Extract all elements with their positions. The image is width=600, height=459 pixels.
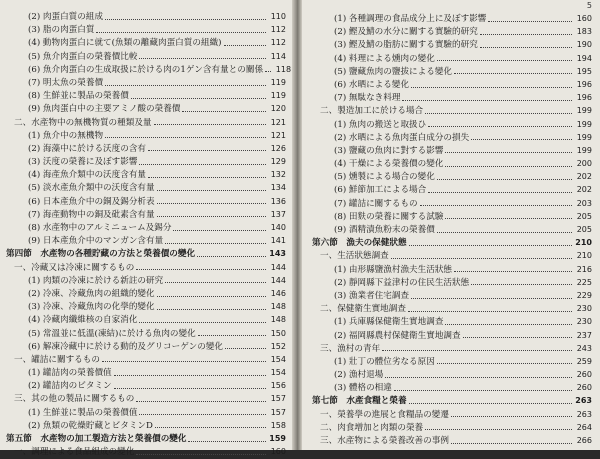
toc-entry-page: 143	[269, 249, 286, 259]
toc-entry-page: 158	[270, 420, 286, 430]
toc-entry-title: (2) 海藻中に於ける沃度の含有	[28, 143, 147, 154]
toc-leader-dots	[411, 86, 572, 88]
toc-leader-dots	[173, 229, 266, 231]
toc-entry	[312, 249, 592, 262]
toc-entry	[312, 381, 592, 394]
toc-entry-title: 第四節 水產物の各種貯藏の方法と榮養價の變化	[6, 249, 196, 260]
left-toc-list	[0, 10, 296, 458]
toc-leader-dots	[445, 165, 572, 167]
toc-entry-title: (2) 鰹及鯖の水分に關する實驗的研究	[334, 27, 478, 38]
toc-entry	[312, 197, 592, 210]
toc-entry-title: (4) 海產魚介類中の沃度含有量	[28, 170, 147, 181]
toc-leader-dots	[105, 18, 266, 20]
toc-entry-page: 114	[270, 51, 286, 61]
toc-entry-page: 205	[576, 225, 592, 234]
toc-leader-dots	[382, 349, 572, 351]
toc-entry-title: (3) 漁業者住宅調查	[334, 290, 410, 301]
toc-entry-title: (2) 漁村退場	[334, 370, 384, 381]
toc-entry	[6, 23, 286, 36]
toc-entry-page: 183	[576, 27, 592, 37]
toc-entry	[6, 168, 286, 181]
toc-entry-title: (1) 罐詰肉の榮養價值	[28, 368, 112, 379]
toc-leader-dots	[157, 189, 266, 191]
toc-entry-page: 112	[270, 38, 286, 48]
toc-entry	[6, 195, 286, 208]
toc-entry	[6, 155, 286, 168]
toc-entry-page: 144	[270, 275, 286, 285]
toc-leader-dots	[445, 323, 572, 325]
toc-entry	[6, 129, 286, 142]
toc-entry-page: 144	[270, 262, 286, 272]
toc-leader-dots	[437, 178, 572, 180]
toc-leader-dots	[409, 244, 572, 246]
toc-entry	[6, 76, 286, 89]
toc-leader-dots	[157, 308, 266, 310]
toc-entry	[6, 274, 286, 287]
toc-entry	[6, 327, 286, 340]
toc-entry-title: (9) 日本產魚介中のマンガン含有量	[28, 236, 164, 247]
toc-leader-dots	[136, 400, 266, 402]
toc-entry-title: (6) 水晒による變化	[334, 79, 410, 90]
toc-entry-title: (7) 海產動物中の銅及砒素含有量	[28, 209, 155, 220]
toc-entry-title: (1) 魚肉の搬送と取扱ひ	[334, 119, 427, 130]
toc-entry-title: (1) 兵庫縣保健衛生實地調查	[334, 317, 444, 328]
right-page-number: 5	[586, 1, 592, 10]
toc-entry-title: (5) 燻製による場合の變化	[334, 172, 435, 183]
toc-entry	[6, 208, 286, 221]
toc-leader-dots	[102, 360, 266, 362]
toc-entry	[6, 50, 286, 63]
toc-entry-page: 203	[576, 198, 592, 208]
toc-entry	[312, 263, 592, 276]
toc-entry-title: 二、水產物中の無機物質の種類及量	[14, 117, 152, 128]
toc-entry-title: (2) 魚類の乾燥貯藏とビタミンD	[28, 420, 153, 431]
toc-entry	[312, 368, 592, 381]
toc-entry-title: (5) 淡水產魚介類中の沃度含有量	[28, 183, 155, 194]
toc-entry-page: 205	[576, 211, 592, 221]
toc-entry-page: 157	[270, 407, 286, 417]
toc-entry	[6, 419, 286, 432]
toc-entry-title: (3) 鹽藏の魚肉に對する影響	[334, 145, 444, 156]
toc-entry-page: 202	[576, 172, 592, 182]
toc-leader-dots	[182, 110, 266, 112]
toc-entry	[312, 78, 592, 91]
toc-entry	[312, 315, 592, 328]
toc-entry-page: 136	[270, 196, 286, 206]
toc-leader-dots	[165, 242, 266, 244]
toc-leader-dots	[454, 270, 572, 272]
toc-entry	[6, 445, 286, 458]
toc-entry-page: 137	[270, 209, 286, 219]
toc-entry-page: 202	[576, 185, 592, 195]
toc-entry-title: 三、其の他の製品に關するもの	[14, 394, 135, 405]
toc-leader-dots	[157, 295, 266, 297]
toc-leader-dots	[428, 125, 572, 127]
toc-entry-title: 二、保健衛生實地調查	[320, 304, 406, 315]
toc-entry	[312, 157, 592, 170]
toc-entry-page: 195	[576, 66, 592, 76]
toc-entry	[6, 392, 286, 405]
toc-leader-dots	[451, 415, 572, 417]
toc-leader-dots	[471, 138, 572, 140]
toc-entry-page: 199	[576, 119, 592, 129]
toc-entry-page: 210	[575, 238, 592, 248]
toc-entry-title: (8) 水產物中のアルミニューム及錫分	[28, 223, 172, 233]
toc-leader-dots	[114, 387, 266, 389]
toc-entry-page: 263	[575, 396, 592, 406]
toc-entry-page: 148	[270, 315, 286, 325]
toc-entry-page: 230	[576, 304, 592, 314]
toc-entry	[312, 421, 592, 434]
toc-leader-dots	[224, 44, 267, 46]
toc-leader-dots	[488, 20, 572, 22]
toc-entry-page: 129	[270, 157, 286, 167]
right-page	[298, 0, 600, 450]
toc-entry	[6, 313, 286, 326]
toc-entry-title: (3) 體格の相違	[334, 383, 392, 394]
toc-entry-page: 146	[270, 288, 286, 298]
toc-leader-dots	[420, 204, 572, 206]
toc-entry-title: 三、水產物による榮養改善の事例	[320, 436, 449, 446]
toc-entry-title: (3) 脂の肉蛋白質	[28, 25, 95, 36]
left-page	[0, 0, 297, 458]
toc-entry-page: 156	[270, 381, 286, 391]
toc-entry	[6, 89, 286, 102]
toc-entry-page: 210	[576, 251, 592, 261]
toc-leader-dots	[391, 257, 572, 259]
toc-leader-dots	[471, 283, 572, 285]
toc-entry-title: (2) 肉蛋白質の組成	[28, 12, 104, 22]
toc-entry-page: 120	[270, 104, 286, 114]
toc-leader-dots	[437, 362, 572, 364]
toc-entry-title: 一、生活狀態調查	[320, 251, 389, 262]
toc-leader-dots	[437, 59, 572, 61]
toc-entry-page: 119	[270, 91, 286, 101]
toc-entry-page: 150	[270, 328, 286, 338]
toc-leader-dots	[165, 281, 266, 283]
toc-entry-page: 154	[270, 368, 286, 378]
toc-entry	[6, 181, 286, 194]
toc-entry-title: (7) 明太魚の榮養價	[28, 77, 104, 88]
toc-entry-title: (8) 田麩の榮養に關する試驗	[334, 211, 444, 222]
toc-entry-page: 230	[576, 317, 592, 327]
toc-entry-page: 141	[270, 236, 286, 246]
right-toc-list	[298, 12, 600, 447]
toc-entry	[6, 221, 286, 234]
toc-entry-title: (6) 解凍冷藏中に於ける動的及グリコーゲンの變化	[28, 341, 224, 352]
toc-entry-title: (8) 生鮮並に製品の榮養價	[28, 91, 129, 102]
toc-leader-dots	[425, 428, 572, 430]
toc-entry	[312, 170, 592, 183]
toc-entry-title: (2) 冷凍、冷藏魚肉の組織的變化	[28, 288, 155, 299]
toc-entry-title: (1) 各種調理の食品成分上に及ぼす影響	[334, 14, 487, 24]
toc-entry	[312, 276, 592, 289]
toc-leader-dots	[96, 31, 266, 33]
toc-leader-dots	[114, 374, 266, 376]
toc-entry-title: (1) 魚介中の無機物	[28, 130, 104, 141]
toc-entry-title: (5) 魚介肉蛋白の榮養價比較	[28, 51, 138, 62]
toc-entry-title: (6) 魚介肉蛋白の生成取扱に於ける肉の1ゲン含有量との關係	[28, 64, 264, 75]
toc-entry-title: (2) 水晒による魚肉蛋白成分の損失	[334, 132, 470, 143]
toc-entry-page: 229	[576, 290, 592, 300]
toc-entry-title: (1) 由形縣鹽漁村漁夫生活狀態	[334, 264, 453, 275]
toc-entry-page: 263	[576, 409, 592, 419]
toc-entry-page: 264	[576, 422, 592, 432]
toc-entry-title: (5) 常溫並に低溫(凍結)に於ける魚肉の變化	[28, 328, 196, 339]
toc-entry	[6, 116, 286, 129]
toc-entry-title: (1) 壯丁の體位劣なる原因	[334, 356, 435, 367]
toc-entry	[312, 144, 592, 157]
toc-entry	[6, 379, 286, 392]
toc-entry-page: 190	[576, 40, 592, 50]
toc-entry	[312, 434, 592, 447]
toc-entry-page: 237	[576, 330, 592, 340]
toc-entry-page: 260	[576, 370, 592, 380]
toc-leader-dots	[154, 123, 266, 125]
toc-leader-dots	[105, 136, 266, 138]
toc-entry	[312, 394, 592, 407]
toc-entry-page: 140	[270, 223, 286, 232]
toc-entry-title: (7) 罐詰に關するもの	[334, 198, 418, 209]
toc-leader-dots	[428, 191, 572, 193]
toc-entry-page: 119	[270, 77, 286, 87]
toc-entry-title: 三、漁村の青年	[320, 343, 381, 354]
toc-leader-dots	[385, 376, 572, 378]
toc-leader-dots	[225, 347, 266, 349]
toc-leader-dots	[394, 389, 572, 391]
toc-entry	[312, 118, 592, 131]
toc-entry-title: 二、製造加工に於ける場合	[320, 106, 424, 117]
toc-entry	[6, 10, 286, 23]
toc-entry	[6, 353, 286, 366]
toc-entry-page: 266	[576, 436, 592, 445]
toc-leader-dots	[139, 413, 266, 415]
toc-leader-dots	[454, 72, 572, 74]
toc-entry-title: (2) 罐詰肉のビタミン	[28, 381, 112, 392]
toc-entry-title: (9) 魚肉蛋白中の主要アミノ酸の榮養價	[28, 104, 181, 115]
toc-leader-dots	[188, 440, 266, 442]
toc-entry-title: (2) 福岡縣農村保健衛生實地調查	[334, 330, 461, 341]
toc-leader-dots	[148, 176, 266, 178]
toc-entry-page: 199	[576, 132, 592, 142]
toc-entry-title: (4) 冷藏肉纖維核の自家消化	[28, 315, 138, 326]
toc-entry-page: 216	[576, 264, 592, 274]
toc-entry-title: (3) 沃度の榮養に及ぼす影響	[28, 157, 138, 168]
toc-entry-title: 一、罐詰に關するもの	[14, 354, 100, 365]
toc-entry-title: (3) 鰹及鯖の脂肪に關する實驗的研究	[334, 40, 478, 51]
toc-entry-title: 一、冷藏又は冷凍に關するもの	[14, 262, 135, 273]
toc-leader-dots	[105, 84, 266, 86]
toc-leader-dots	[463, 336, 572, 338]
toc-entry	[312, 131, 592, 144]
toc-entry	[6, 247, 286, 260]
toc-leader-dots	[155, 426, 266, 428]
toc-entry-page: 199	[576, 145, 592, 155]
toc-leader-dots	[198, 334, 266, 336]
toc-entry	[6, 406, 286, 419]
toc-leader-dots	[411, 297, 572, 299]
toc-entry-page: 199	[576, 106, 592, 116]
toc-entry	[6, 142, 286, 155]
toc-entry	[6, 432, 286, 445]
toc-leader-dots	[445, 217, 572, 219]
toc-entry	[312, 210, 592, 223]
toc-leader-dots	[197, 255, 266, 257]
toc-entry-page: 121	[270, 130, 286, 140]
toc-entry-title: (9) 酒精漬魚粉末の榮養價	[334, 225, 435, 235]
toc-entry-title: (7) 無駄なき料理	[334, 93, 401, 104]
toc-entry-page: 154	[270, 354, 286, 364]
toc-entry	[312, 289, 592, 302]
toc-entry	[312, 38, 592, 51]
toc-entry-title: (5) 鹽藏魚肉の鹽拔による變化	[334, 66, 453, 77]
toc-entry-title: (4) 料理による燻肉の變化	[334, 53, 435, 64]
toc-leader-dots	[408, 310, 572, 312]
toc-entry	[6, 36, 286, 49]
book-gutter	[292, 0, 302, 450]
toc-entry-page: 200	[576, 159, 592, 169]
toc-leader-dots	[136, 453, 266, 455]
toc-entry	[312, 342, 592, 355]
toc-entry-page: 243	[576, 343, 592, 353]
toc-entry	[312, 52, 592, 65]
toc-entry	[6, 340, 286, 353]
toc-leader-dots	[425, 112, 572, 114]
toc-entry-page: 148	[270, 302, 286, 312]
toc-entry	[6, 102, 286, 115]
toc-entry-title: 第五節 水產物の加工製造方法と榮養價の變化	[6, 434, 187, 444]
toc-entry-page: 260	[576, 383, 592, 393]
toc-entry	[312, 408, 592, 421]
toc-entry-title: (3) 冷凍、冷藏魚肉の化學的變化	[28, 302, 155, 313]
toc-leader-dots	[139, 163, 266, 165]
toc-leader-dots	[148, 149, 266, 151]
toc-leader-dots	[445, 151, 572, 153]
toc-entry-title: (2) 靜岡縣下益津村の住民生活狀態	[334, 277, 470, 288]
toc-entry-title: (6) 鮮節加工による場合	[334, 185, 427, 196]
toc-entry	[6, 287, 286, 300]
toc-entry	[312, 183, 592, 196]
toc-entry	[6, 234, 286, 247]
toc-leader-dots	[139, 57, 266, 59]
toc-entry-title: 一、榮養學の進展と食糧品の變遷	[320, 409, 449, 420]
toc-entry	[312, 91, 592, 104]
toc-entry-page: 112	[270, 25, 286, 35]
toc-entry-title: 第七節 水產食糧と榮養	[312, 396, 407, 407]
toc-entry-page: 152	[270, 341, 286, 351]
toc-leader-dots	[131, 97, 266, 99]
toc-leader-dots	[409, 402, 572, 404]
toc-entry-page: 225	[576, 277, 592, 287]
toc-leader-dots	[157, 215, 266, 217]
toc-leader-dots	[437, 231, 572, 233]
toc-entry	[6, 366, 286, 379]
toc-entry-title: 一、調理による食品組成の變化	[14, 447, 135, 458]
toc-entry-title: (4) 干燥による榮養價の變化	[334, 159, 444, 170]
toc-entry	[312, 329, 592, 342]
toc-entry-title: 二、肉食増加と肉類の榮養	[320, 422, 424, 433]
toc-entry	[6, 300, 286, 313]
toc-entry	[312, 104, 592, 117]
toc-entry-page: 196	[576, 79, 592, 89]
toc-entry-page: 160	[270, 447, 286, 457]
toc-leader-dots	[480, 33, 572, 35]
toc-entry-page: 134	[270, 183, 286, 193]
toc-leader-dots	[451, 442, 572, 444]
toc-entry-title: (6) 日本產魚介中の銅及錫分析表	[28, 196, 155, 207]
toc-entry-page: 259	[576, 356, 592, 366]
toc-entry-page: 194	[576, 53, 592, 63]
toc-entry-page: 196	[576, 93, 592, 103]
toc-leader-dots	[402, 99, 572, 101]
toc-entry	[312, 65, 592, 78]
toc-entry-page: 160	[576, 14, 592, 23]
toc-leader-dots	[157, 202, 266, 204]
toc-entry-title: (1) 生鮮並に製品の榮養價值	[28, 407, 138, 418]
toc-entry-page: 126	[270, 143, 286, 153]
toc-entry	[312, 236, 592, 249]
toc-leader-dots	[139, 321, 266, 323]
toc-entry-title: (1) 肉類の冷凍に於ける新註の研究	[28, 275, 164, 286]
toc-entry-page: 110	[270, 12, 286, 21]
toc-entry	[6, 261, 286, 274]
toc-entry-page: 118	[275, 64, 292, 74]
toc-entry	[312, 302, 592, 315]
toc-entry	[312, 223, 592, 236]
toc-leader-dots	[480, 46, 572, 48]
toc-entry-title: 第六節 漁夫の保健狀態	[312, 238, 407, 249]
toc-entry-page: 159	[269, 434, 286, 443]
toc-entry-page: 132	[270, 170, 286, 180]
toc-entry-title: (4) 動物肉蛋白に就て(魚類の離藏肉蛋白質の組織)	[28, 38, 222, 49]
toc-leader-dots	[265, 70, 271, 72]
toc-entry	[312, 12, 592, 25]
toc-leader-dots	[136, 268, 266, 270]
toc-entry	[312, 25, 592, 38]
toc-entry	[312, 355, 592, 368]
toc-entry-page: 121	[270, 117, 286, 127]
toc-entry-page: 157	[270, 394, 286, 404]
toc-entry	[6, 63, 292, 76]
